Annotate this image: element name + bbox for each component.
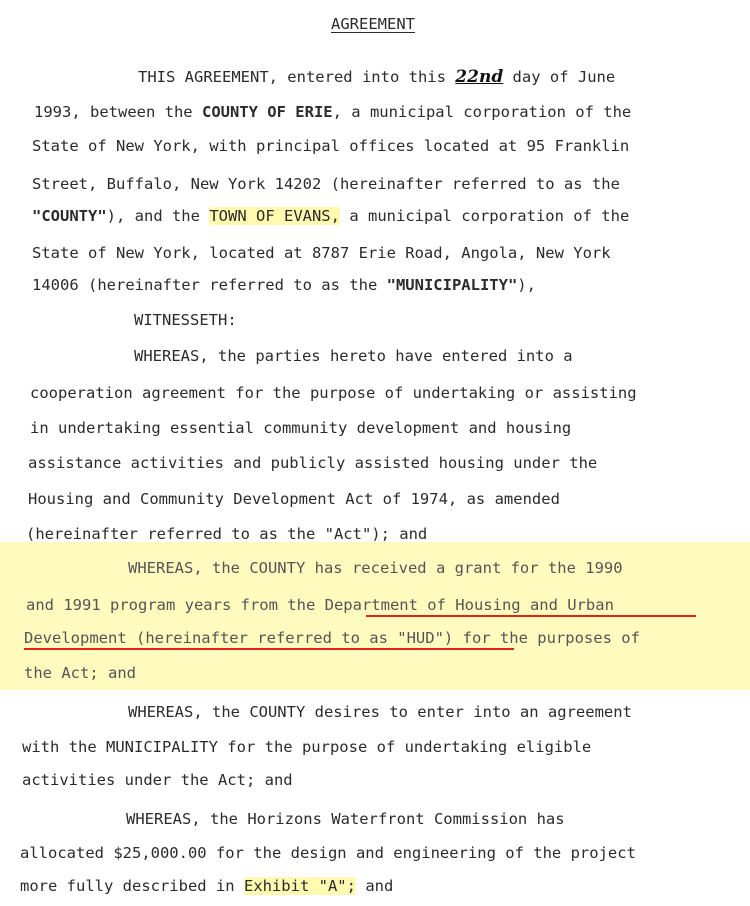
p5-l3-post: and bbox=[365, 877, 394, 895]
p1-l5-post: a municipal corporation of the bbox=[349, 207, 630, 225]
p1-l5-mid: ), and the bbox=[106, 207, 200, 225]
p2-line-5: Housing and Community Development Act of 1974, as amended bbox=[28, 490, 560, 508]
p1-l2-post: , a municipal corporation of the bbox=[332, 103, 632, 121]
p1-l1-post: day of June bbox=[512, 68, 616, 86]
document-title: AGREEMENT bbox=[331, 15, 415, 33]
red-underline-2 bbox=[24, 648, 514, 650]
hud-department-text-2: Development (hereinafter referred to as "HUD") bbox=[24, 629, 454, 647]
p1-line-1 bbox=[138, 67, 615, 87]
witnesseth-heading: WITNESSETH: bbox=[134, 311, 237, 329]
p3-line-3 bbox=[24, 628, 640, 648]
p5-l3-pre: more fully described in bbox=[20, 877, 235, 895]
p1-line-6: State of New York, located at 8787 Erie Road, Angola, New York bbox=[32, 244, 611, 262]
hud-department-text-1: Department of Housing and Urban bbox=[324, 596, 614, 614]
p2-line-6: (hereinafter referred to as the "Act"); and bbox=[26, 525, 428, 543]
county-of-erie: COUNTY OF ERIE bbox=[201, 103, 333, 121]
p3-line-1: WHEREAS, the COUNTY has received a grant for the 1990 bbox=[128, 559, 623, 577]
p1-l7-post: ), bbox=[517, 276, 536, 294]
p2-line-4: assistance activities and publicly assisted housing under the bbox=[28, 454, 598, 472]
p2-line-2: cooperation agreement for the purpose of undertaking or assisting bbox=[30, 384, 637, 402]
p1-line-4: Street, Buffalo, New York 14202 (hereinafter referred to as the bbox=[32, 175, 620, 193]
handwritten-day: 22nd bbox=[455, 67, 504, 87]
p1-l1-pre: THIS AGREEMENT, entered into this bbox=[138, 68, 446, 86]
p5-line-2: allocated $25,000.00 for the design and engineering of the project bbox=[20, 844, 636, 862]
p4-line-3: activities under the Act; and bbox=[22, 771, 293, 789]
p1-l7-pre: 14006 (hereinafter referred to as the bbox=[32, 276, 378, 294]
p3-line-2 bbox=[26, 595, 614, 615]
p5-line-1: WHEREAS, the Horizons Waterfront Commission has bbox=[126, 810, 565, 828]
exhibit-a-highlight: Exhibit "A"; bbox=[243, 877, 356, 895]
municipality-quoted: "MUNICIPALITY" bbox=[386, 276, 518, 294]
p1-line-2 bbox=[34, 102, 631, 122]
p1-line-7 bbox=[32, 275, 536, 295]
p5-line-3 bbox=[20, 876, 393, 896]
p3-l2-pre: and 1991 program years from the bbox=[26, 596, 316, 614]
p4-line-1: WHEREAS, the COUNTY desires to enter into an agreement bbox=[128, 703, 632, 721]
p4-line-2: with the MUNICIPALITY for the purpose of undertaking eligible bbox=[22, 738, 592, 756]
p1-line-5 bbox=[32, 206, 629, 226]
p2-line-3: in undertaking essential community development and housing bbox=[30, 419, 572, 437]
p3-line-4: the Act; and bbox=[24, 664, 136, 682]
p2-line-1: WHEREAS, the parties hereto have entered into a bbox=[134, 347, 573, 365]
town-of-evans-highlight: TOWN OF EVANS, bbox=[209, 207, 340, 225]
p1-l2-pre: 1993, between the bbox=[34, 103, 193, 121]
county-quoted: "COUNTY" bbox=[32, 207, 107, 225]
red-underline-1 bbox=[366, 615, 696, 617]
p1-line-3: State of New York, with principal offices located at 95 Franklin bbox=[32, 137, 630, 155]
p3-l3-post: for the purposes of bbox=[462, 629, 640, 647]
